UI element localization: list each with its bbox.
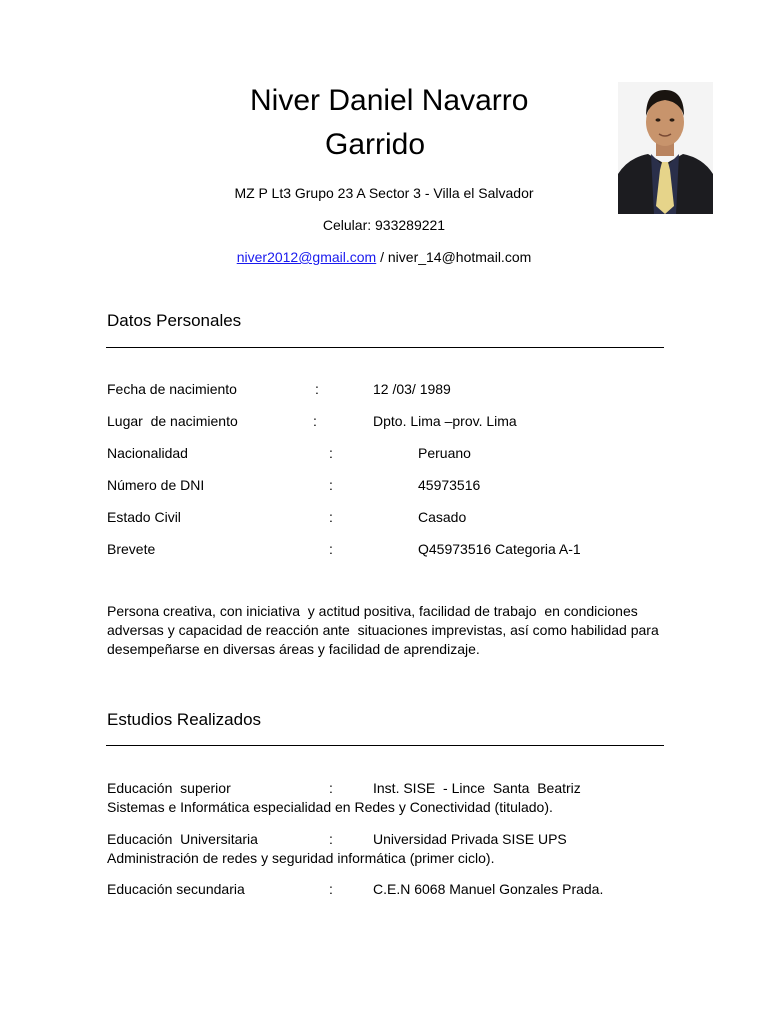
email-link-primary[interactable]: niver2012@gmail.com: [236, 249, 377, 265]
study-colon: :: [329, 881, 333, 897]
section-divider: [106, 745, 664, 746]
email-secondary: niver_14@hotmail.com: [387, 249, 532, 265]
email-separator: /: [376, 249, 388, 265]
study-colon: :: [329, 780, 333, 796]
study-label: Educación superior: [107, 780, 231, 796]
study-label: Educación secundaria: [107, 881, 245, 897]
field-colon: :: [313, 413, 317, 429]
field-value: Q45973516 Categoria A-1: [418, 541, 581, 557]
field-value: Casado: [418, 509, 467, 525]
field-label: Fecha de nacimiento: [107, 381, 237, 397]
field-label: Lugar de nacimiento: [107, 413, 238, 429]
study-detail: Administración de redes y seguridad informática (primer ciclo).: [107, 850, 495, 866]
field-value: Peruano: [418, 445, 471, 461]
profile-photo: [618, 82, 713, 214]
summary-line: Persona creativa, con iniciativa y actitud positiva, facilidad de trabajo en condiciones: [107, 603, 638, 619]
field-colon: :: [329, 477, 333, 493]
phone: Celular: 933289221: [322, 217, 446, 233]
field-colon: :: [329, 509, 333, 525]
field-value: 45973516: [418, 477, 481, 493]
study-value: Inst. SISE - Lince Santa Beatriz: [373, 780, 581, 796]
summary-line: desempeñarse en diversas áreas y facilidad de aprendizaje.: [107, 641, 480, 657]
study-colon: :: [329, 831, 333, 847]
field-label: Brevete: [107, 541, 156, 557]
section-divider: [106, 347, 664, 348]
field-value: 12 /03/ 1989: [373, 381, 451, 397]
section-title-studies: Estudios Realizados: [107, 710, 262, 729]
name-line-1: Niver Daniel Navarro: [250, 84, 529, 117]
field-label: Nacionalidad: [107, 445, 188, 461]
field-colon: :: [329, 541, 333, 557]
portrait-image: [618, 82, 713, 214]
field-label: Número de DNI: [107, 477, 205, 493]
study-value: C.E.N 6068 Manuel Gonzales Prada.: [373, 881, 604, 897]
name-line-2: Garrido: [325, 128, 426, 161]
study-value: Universidad Privada SISE UPS: [373, 831, 567, 847]
emails: [0, 249, 768, 265]
field-label: Estado Civil: [107, 509, 181, 525]
study-label: Educación Universitaria: [107, 831, 258, 847]
summary-line: adversas y capacidad de reacción ante situaciones imprevistas, así como habilidad para: [107, 622, 659, 638]
field-colon: :: [315, 381, 319, 397]
field-value: Dpto. Lima –prov. Lima: [373, 413, 517, 429]
address: MZ P Lt3 Grupo 23 A Sector 3 - Villa el Salvador: [234, 185, 534, 201]
section-title-personal: Datos Personales: [107, 311, 242, 330]
study-detail: Sistemas e Informática especialidad en Redes y Conectividad (titulado).: [107, 799, 553, 815]
field-colon: :: [329, 445, 333, 461]
